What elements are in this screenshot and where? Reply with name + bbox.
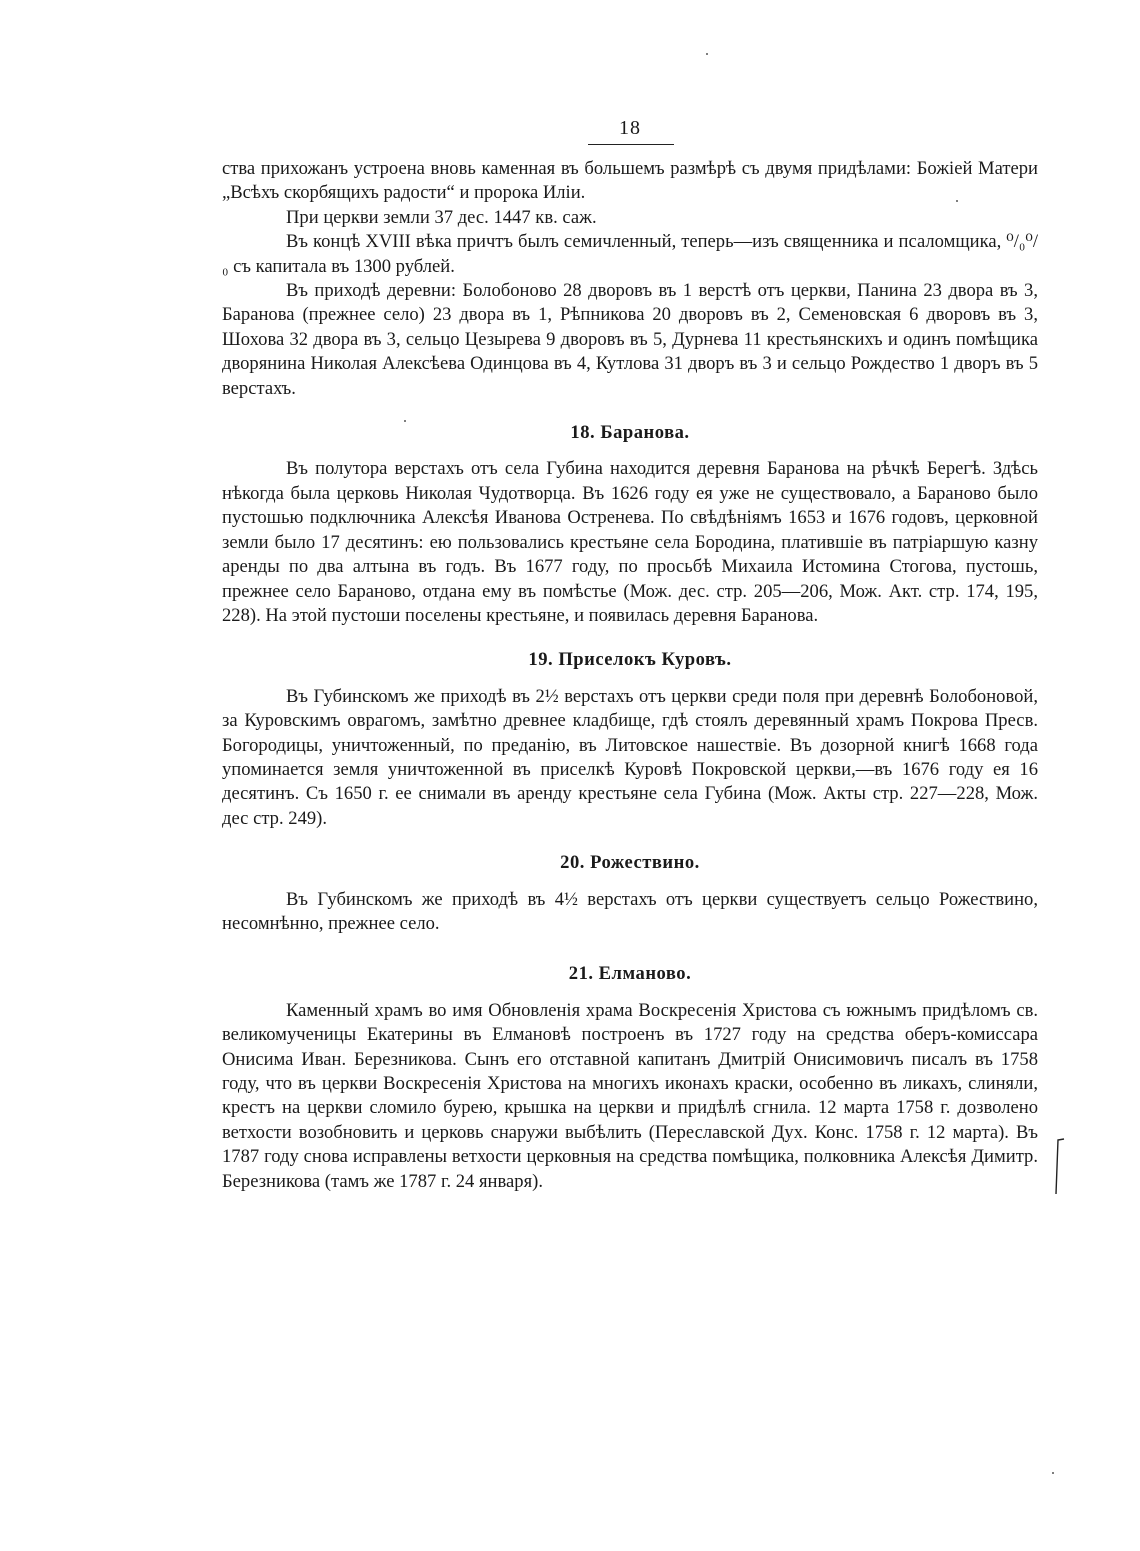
text-column <box>222 157 1038 1194</box>
villages-paragraph: Въ приходѣ деревни: Болобоново 28 дворовъ въ 1 верстѣ отъ церкви, Панина 23 двора въ 3, Баранова (прежнее село) 23 двора въ 1, Рѣпникова 20 дворовъ въ 2, Семеновская 6 дворовъ въ 3, Шохова 32 двора въ 3, сельцо Цезырева 9 дворовъ въ 5, Дурнева 11 крестьянскихъ и одинъ помѣщика дворянина Николая Алексѣева Одинцова въ 4, Кутлова 31 дворъ въ 3 и сельцо Рождество 1 дворъ въ 5 верстахъ. <box>222 280 1038 399</box>
continuation-paragraph: ства прихожанъ устроена вновь каменная въ большемъ размѣрѣ съ двумя придѣлами: Божіей Матери „Всѣхъ скорбящихъ радости“ и пророка Иліи. <box>222 158 1038 204</box>
spacer <box>222 876 1038 888</box>
spacer <box>222 831 1038 851</box>
spacer <box>222 628 1038 648</box>
section-paragraph-19: Въ Губинскомъ же приходѣ въ 2½ верстахъ отъ церкви среди поля при деревнѣ Болобоновой, за Куровскимъ оврагомъ, замѣтно древнее кладбище, гдѣ стоялъ деревянный храмъ Покрова Пресв. Богородицы, уничтоженный, по преданію, въ Литовское нашествіе. Въ дозорной книгѣ 1668 года упоминается земля уничтоженной въ приселкѣ Куровѣ Покровской церкви,—въ 1676 году ея 16 десятинъ. Съ 1650 г. ее снимали въ аренду крестьяне села Губина (Мож. Акты стр. 227—228, Мож. дес стр. 249). <box>222 685 1038 829</box>
clergy-paragraph: Въ концѣ XVIII вѣка причтъ былъ семичленный, теперь—изъ священника и псаломщика, ⁰/₀⁰/₀ съ капитала въ 1300 рублей. <box>222 231 1038 277</box>
section-heading-19: 19. Приселокъ Куровъ. <box>528 649 732 671</box>
section-paragraph-21: Каменный храмъ во имя Обновленія храма Воскресенія Христова съ южнымъ придѣломъ св. великомученицы Екатерины въ Елмановѣ построенъ въ 1727 году на средства оберъ-комиссара Онисима Иван. Березникова. Сынъ его отставной капитанъ Дмитрій Онисимовичъ писалъ въ 1758 году, что въ церкви Воскресенія Христова на многихъ иконахъ краски, особенно въ ликахъ, слиняли, крестъ на церкви сломило бурею, крышка на церкви и придѣлѣ сгнила. 12 марта 1758 г. дозволено ветхости возобновить и церковь снаружи выбѣлить (Переславской Дух. Конс. 1758 г. 12 марта). Въ 1787 году снова исправлены ветхости церковныя на средства помѣщика, полковника Алексѣя Димитр. Березникова (тамъ же 1787 г. 24 января). <box>222 999 1038 1192</box>
spacer <box>222 936 1038 962</box>
scan-speck <box>1052 1472 1054 1474</box>
scan-speck <box>404 420 406 422</box>
spacer <box>222 445 1038 457</box>
page-number-rule <box>588 144 674 145</box>
scan-speck <box>956 200 958 202</box>
spacer <box>222 401 1038 421</box>
section-heading-18: 18. Баранова. <box>570 422 690 444</box>
margin-bracket-mark <box>1052 1136 1066 1196</box>
section-paragraph-18: Въ полутора верстахъ отъ села Губина находится деревня Баранова на рѣчкѣ Берегѣ. Здѣсь нѣкогда была церковь Николая Чудотворца. Въ 1626 году ея уже не существовало, а Бараново было пустошью подключника Алексѣя Иванова Остренева. По свѣдѣніямъ 1653 и 1676 годовъ, церковной земли было 17 десятинъ: ею пользовались крестьяне села Бородина, платившіе въ патріаршую казну аренды по два алтына въ годъ. Въ 1677 году, по просьбѣ Михаила Истомина Стогова, пустошь, прежнее село Бараново, отдана ему въ помѣстье (Мож. дес. стр. 205—206, Мож. Акт. стр. 174, 195, 228). На этой пустоши поселены крестьяне, и появилась деревня Баранова. <box>222 458 1038 626</box>
section-heading-20: 20. Рожествино. <box>560 852 700 874</box>
land-paragraph: При церкви земли 37 дес. 1447 кв. саж. <box>286 206 597 228</box>
page-number: 18 <box>619 117 641 139</box>
section-heading-21: 21. Елманово. <box>568 963 692 985</box>
scan-speck <box>706 53 708 55</box>
spacer <box>222 673 1038 685</box>
spacer <box>222 987 1038 999</box>
section-paragraph-20: Въ Губинскомъ же приходѣ въ 4½ верстахъ отъ церкви существуетъ сельцо Рожествино, несомнѣнно, прежнее село. <box>222 888 1038 934</box>
